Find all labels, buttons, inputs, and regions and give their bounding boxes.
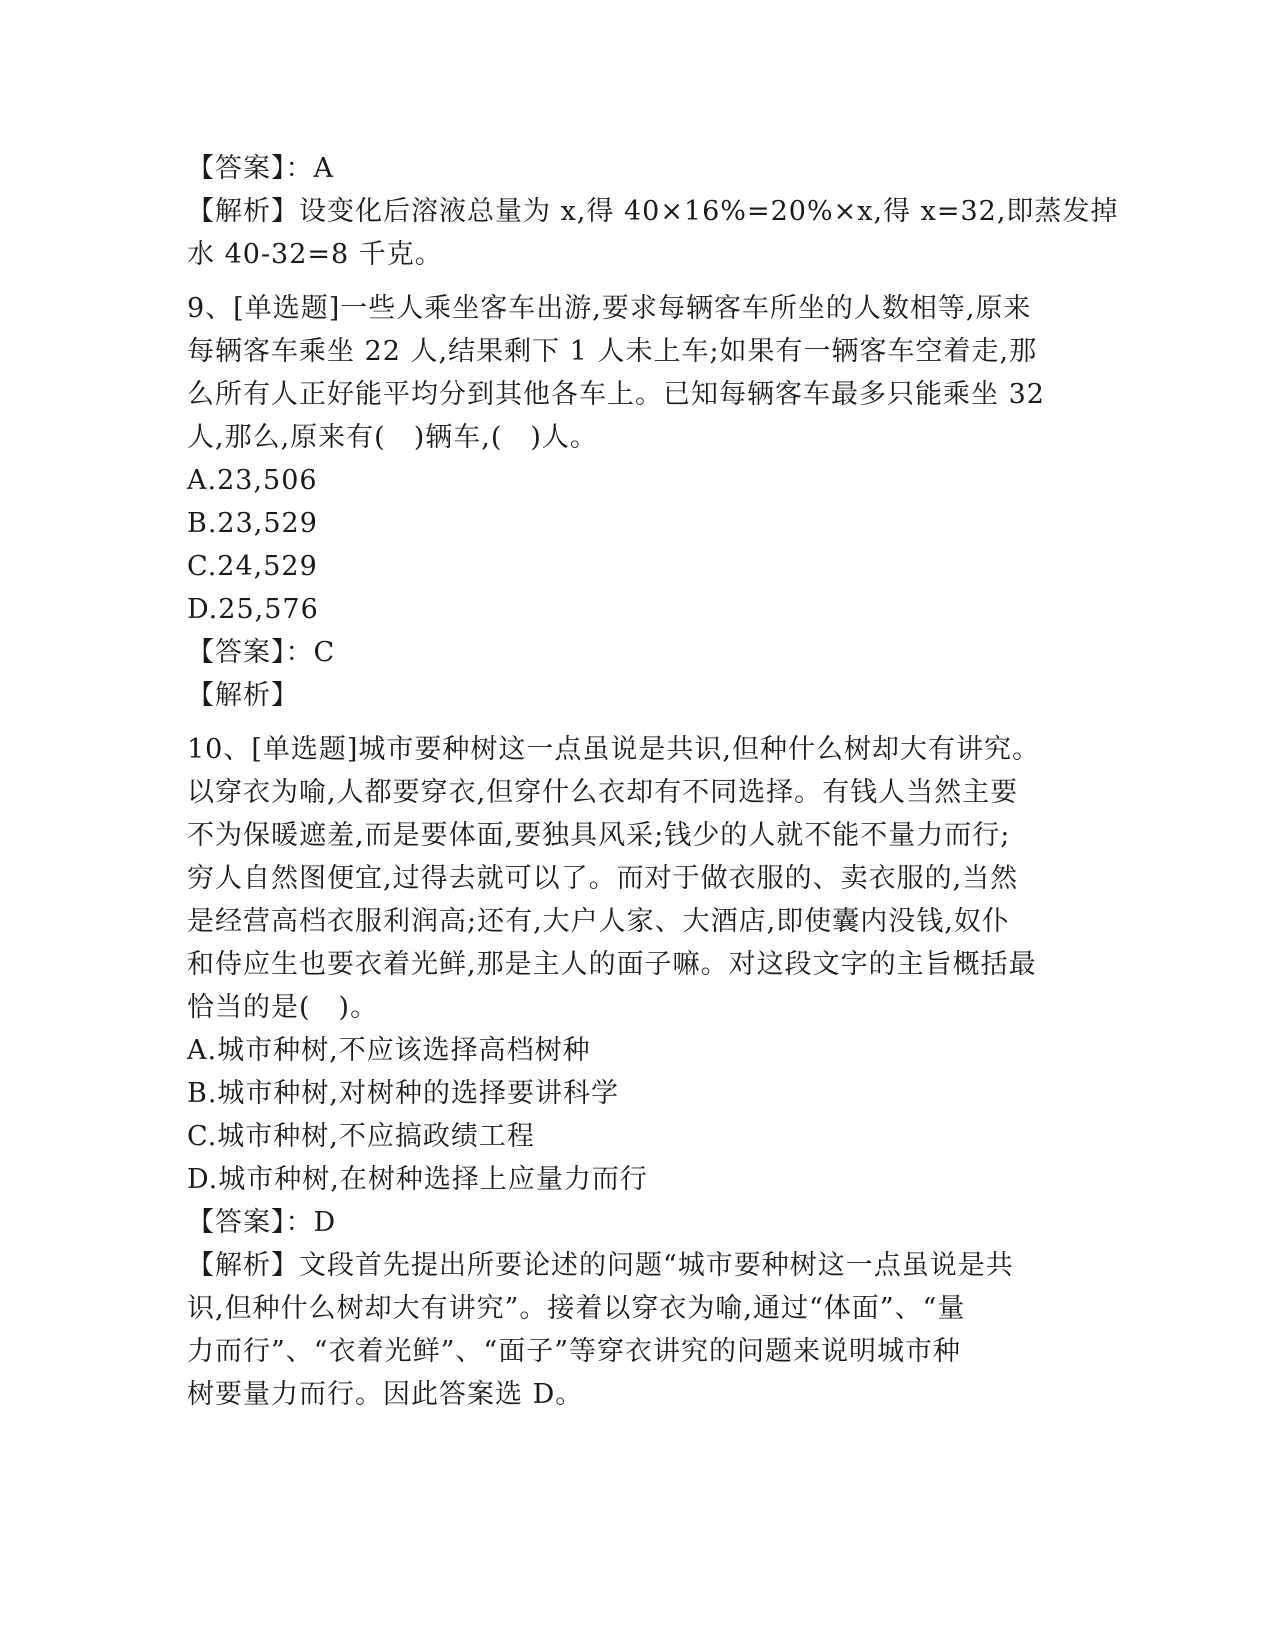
question-stem-line: 每辆客车乘坐 22 人,结果剩下 1 人未上车;如果有一辆客车空着走,那: [187, 336, 1038, 367]
option-a: A.23,506: [187, 465, 318, 496]
question-8-tail: [187, 147, 1119, 276]
question-stem-line: 和侍应生也要衣着光鲜,那是主人的面子嘛。对这段文字的主旨概括最: [187, 949, 1037, 980]
question-9: [187, 287, 1087, 717]
spacer: [187, 717, 1087, 728]
analysis-line: 树要量力而行。因此答案选 D。: [187, 1379, 584, 1410]
analysis-line: 【解析】文段首先提出所要论述的问题“城市要种树这一点虽说是共: [187, 1250, 1014, 1281]
option-c: C.城市种树,不应搞政绩工程: [187, 1121, 535, 1152]
option-b: B.城市种树,对树种的选择要讲科学: [187, 1078, 620, 1109]
question-stem-line: 人,那么,原来有( )辆车,( )人。: [187, 422, 598, 453]
answer-line: 【答案】：A: [187, 153, 334, 184]
option-b: B.23,529: [187, 508, 318, 539]
option-d: D.25,576: [187, 594, 319, 625]
question-stem-line: 是经营高档衣服利润高;还有,大户人家、大酒店,即使囊内没钱,奴仆: [187, 906, 1010, 937]
document-page: [187, 147, 1119, 1416]
question-stem-line: 不为保暖遮羞,而是要体面,要独具风采;钱少的人就不能不量力而行;: [187, 820, 1011, 851]
question-stem-line: 10、[单选题]城市要种树这一点虽说是共识,但种什么树却大有讲究。: [187, 734, 1041, 765]
analysis-line: 【解析】: [187, 680, 299, 711]
question-10: [187, 728, 1087, 1416]
analysis-line: 【解析】设变化后溶液总量为 x,得 40×16%=20%×x,得 x=32,即蒸发掉: [187, 196, 1119, 227]
question-stem-line: 么所有人正好能平均分到其他各车上。已知每辆客车最多只能乘坐 32: [187, 379, 1045, 410]
option-d: D.城市种树,在树种选择上应量力而行: [187, 1164, 648, 1195]
spacer: [187, 276, 1087, 287]
analysis-line: 水 40-32=8 千克。: [187, 239, 443, 270]
question-stem-line: 穷人自然图便宜,过得去就可以了。而对于做衣服的、卖衣服的,当然: [187, 863, 1019, 894]
analysis-line: 力而行”、“衣着光鲜”、“面子”等穿衣讲究的问题来说明城市种: [187, 1336, 962, 1367]
question-stem-line: 以穿衣为喻,人都要穿衣,但穿什么衣却有不同选择。有钱人当然主要: [187, 777, 1019, 808]
option-c: C.24,529: [187, 551, 318, 582]
question-stem-line: 9、[单选题]一些人乘坐客车出游,要求每辆客车所坐的人数相等,原来: [187, 293, 1032, 324]
analysis-line: 识,但种什么树却大有讲究”。接着以穿衣为喻,通过“体面”、“量: [187, 1293, 966, 1324]
option-a: A.城市种树,不应该选择高档树种: [187, 1035, 591, 1066]
answer-line: 【答案】：C: [187, 637, 336, 668]
question-stem-line: 恰当的是( )。: [187, 992, 379, 1023]
answer-line: 【答案】：D: [187, 1207, 337, 1238]
